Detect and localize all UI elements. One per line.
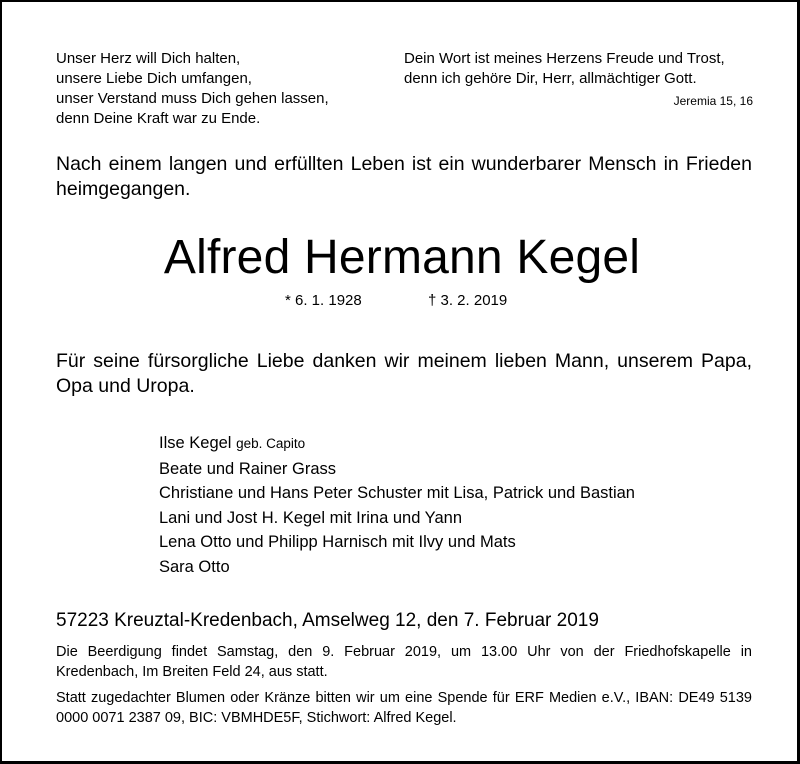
bible-reference: Jeremia 15, 16 xyxy=(673,94,753,108)
intro-text: Nach einem langen und erfüllten Leben ist ein wunderbarer Mensch in Frieden heimgegangen. xyxy=(56,153,752,200)
birth-date: * 6. 1. 1928 xyxy=(285,292,362,309)
mourner-line: Sara Otto xyxy=(159,557,230,576)
thanks-text: Für seine fürsorgliche Liebe danken wir meinem lieben Mann, unserem Papa, Opa und Uropa. xyxy=(56,350,752,397)
poem-left xyxy=(56,49,329,129)
mourner-line: Lani und Jost H. Kegel mit Irina und Yann xyxy=(159,508,462,527)
poem-left-line: unsere Liebe Dich umfangen, xyxy=(56,70,252,87)
funeral-notice: Die Beerdigung findet Samstag, den 9. Februar 2019, um 13.00 Uhr von der Friedhofskapelle in Kredenbach, Im Breiten Feld 24, aus statt. xyxy=(56,644,752,680)
poem-right-line: Dein Wort ist meines Herzens Freude und Trost, xyxy=(404,50,725,67)
mourner-line: Lena Otto und Philipp Harnisch mit Ilvy und Mats xyxy=(159,533,516,551)
mourners-list xyxy=(159,431,635,579)
mourner-line: Christiane und Hans Peter Schuster mit Lisa, Patrick und Bastian xyxy=(159,484,635,502)
death-date: † 3. 2. 2019 xyxy=(428,292,508,309)
poem-left-line: unser Verstand muss Dich gehen lassen, xyxy=(56,90,329,107)
poem-right-line: denn ich gehöre Dir, Herr, allmächtiger Gott. xyxy=(404,70,697,87)
mourner-name: Ilse Kegel xyxy=(159,434,232,452)
maiden-name: geb. Capito xyxy=(236,436,306,451)
mourner-line: Beate und Rainer Grass xyxy=(159,459,337,478)
donation-notice: Statt zugedachter Blumen oder Kränze bitten wir um eine Spende für ERF Medien e.V., IBAN: DE49 5139 0000 0071 2387 09, BIC: VBMHDE5F, Stichwort: Alfred Kegel. xyxy=(56,690,752,726)
poem-right xyxy=(404,49,725,89)
mourner-line xyxy=(159,431,635,457)
poem-left-line: denn Deine Kraft war zu Ende. xyxy=(56,110,261,127)
place-and-date: 57223 Kreuztal-Kredenbach, Amselweg 12, den 7. Februar 2019 xyxy=(56,610,599,631)
deceased-name: Alfred Hermann Kegel xyxy=(163,231,641,284)
poem-left-line: Unser Herz will Dich halten, xyxy=(56,50,241,67)
